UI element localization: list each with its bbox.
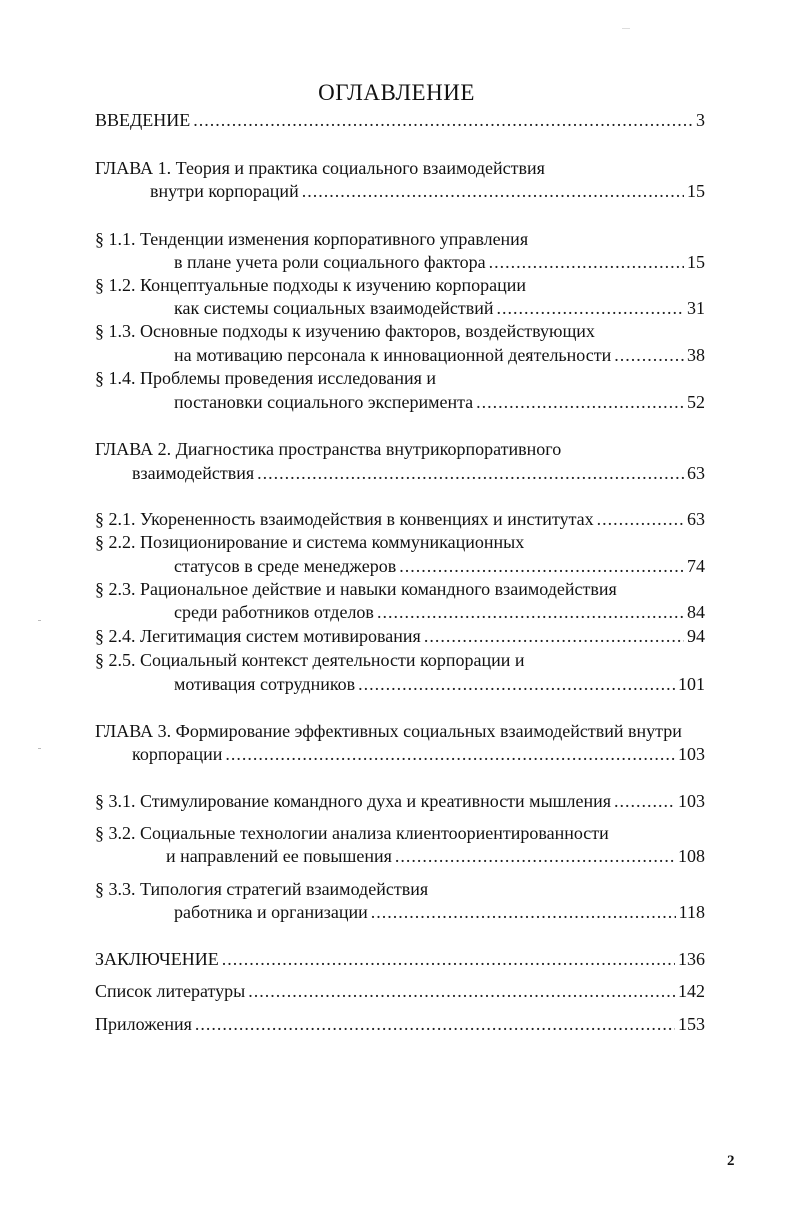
toc-entry-section-3-3[interactable] <box>174 901 705 923</box>
entry-label: работника и организации <box>174 902 368 922</box>
leader-dots <box>399 555 684 577</box>
toc-entry-references[interactable] <box>95 980 705 1002</box>
leader-dots <box>358 673 675 695</box>
entry-label: постановки социального эксперимента <box>174 392 474 412</box>
entry-label: ЗАКЛЮЧЕНИЕ <box>95 949 219 969</box>
entry-page: 15 <box>687 252 705 272</box>
entry-label: как системы социальных взаимодействий <box>174 298 494 318</box>
toc-title: ОГЛАВЛЕНИЕ <box>318 80 475 105</box>
toc-entry-section-3-1[interactable] <box>95 790 705 812</box>
chapter-3-title[interactable]: ГЛАВА 3. Формирование эффективных социальных взаимодействий внутри <box>95 721 682 741</box>
entry-label: Приложения <box>95 1014 192 1034</box>
toc-entry-section-1-1[interactable] <box>174 251 705 273</box>
leader-dots <box>193 109 693 131</box>
toc-entry-appendix[interactable] <box>95 1013 705 1035</box>
toc-entry-chapter-3[interactable] <box>132 743 705 765</box>
entry-page: 108 <box>678 846 705 866</box>
leader-dots <box>377 601 684 623</box>
entry-label: внутри корпораций <box>150 181 299 201</box>
leader-dots <box>597 508 684 530</box>
toc-entry-section-1-4[interactable] <box>174 391 705 413</box>
entry-label: в плане учета роли социального фактора <box>174 252 486 272</box>
entry-label: ВВЕДЕНИЕ <box>95 110 191 130</box>
scan-speck <box>622 28 630 29</box>
section-1-3-title[interactable]: § 1.3. Основные подходы к изучению факторов, воздействующих <box>95 321 595 341</box>
leader-dots <box>225 743 675 765</box>
entry-label: § 2.1. Укорененность взаимодействия в конвенциях и институтах <box>95 509 594 529</box>
section-1-4-title[interactable]: § 1.4. Проблемы проведения исследования и <box>95 368 437 388</box>
toc-entry-chapter-2[interactable] <box>132 462 705 484</box>
leader-dots <box>302 180 684 202</box>
entry-page: 63 <box>687 509 705 529</box>
entry-page: 52 <box>687 392 705 412</box>
section-3-2-title[interactable]: § 3.2. Социальные технологии анализа клиентоориентированности <box>95 823 609 843</box>
entry-page: 84 <box>687 602 705 622</box>
leader-dots <box>489 251 684 273</box>
entry-label: статусов в среде менеджеров <box>174 556 397 576</box>
toc-entry-section-2-3[interactable] <box>174 601 705 623</box>
entry-label: Список литературы <box>95 981 246 1001</box>
entry-label: § 3.1. Стимулирование командного духа и креативности мышления <box>95 791 612 811</box>
entry-page: 94 <box>687 626 705 646</box>
entry-page: 15 <box>687 181 705 201</box>
entry-label: и направлений ее повышения <box>166 846 392 866</box>
toc-entry-section-1-2[interactable] <box>174 297 705 319</box>
entry-label: мотивация сотрудников <box>174 674 356 694</box>
entry-page: 31 <box>687 298 705 318</box>
leader-dots <box>257 462 684 484</box>
leader-dots <box>424 625 684 647</box>
leader-dots <box>222 948 675 970</box>
page-number: 2 <box>727 1153 735 1169</box>
toc-entry-section-3-2[interactable] <box>166 845 705 867</box>
scan-speck <box>38 620 41 621</box>
entry-label: взаимодействия <box>132 463 255 483</box>
entry-label: § 2.4. Легитимация систем мотивирования <box>95 626 421 646</box>
leader-dots <box>248 980 675 1002</box>
chapter-1-title[interactable]: ГЛАВА 1. Теория и практика социального взаимодействия <box>95 158 545 178</box>
section-2-5-title[interactable]: § 2.5. Социальный контекст деятельности корпорации и <box>95 650 525 670</box>
entry-page: 101 <box>678 674 705 694</box>
entry-page: 153 <box>678 1014 705 1034</box>
section-2-2-title[interactable]: § 2.2. Позиционирование и система коммуникационных <box>95 532 525 552</box>
entry-page: 74 <box>687 556 705 576</box>
section-1-2-title[interactable]: § 1.2. Концептуальные подходы к изучению корпорации <box>95 275 526 295</box>
entry-page: 142 <box>678 981 705 1001</box>
toc-entry-section-2-5[interactable] <box>174 673 705 695</box>
entry-label: среди работников отделов <box>174 602 374 622</box>
entry-page: 103 <box>678 744 705 764</box>
toc-entry-section-2-2[interactable] <box>174 555 705 577</box>
entry-page: 136 <box>678 949 705 969</box>
toc-entry-intro[interactable] <box>95 109 705 131</box>
leader-dots <box>476 391 684 413</box>
leader-dots <box>496 297 684 319</box>
chapter-2-title[interactable]: ГЛАВА 2. Диагностика пространства внутрикорпоративного <box>95 439 562 459</box>
section-1-1-title[interactable]: § 1.1. Тенденции изменения корпоративного управления <box>95 229 529 249</box>
section-2-3-title[interactable]: § 2.3. Рациональное действие и навыки командного взаимодействия <box>95 579 617 599</box>
section-3-3-title[interactable]: § 3.3. Типология стратегий взаимодействия <box>95 879 429 899</box>
entry-page: 103 <box>678 791 705 811</box>
scan-speck <box>38 748 41 749</box>
leader-dots <box>614 790 675 812</box>
toc-entry-section-1-3[interactable] <box>174 344 705 366</box>
entry-page: 38 <box>687 345 705 365</box>
leader-dots <box>614 344 684 366</box>
toc-entry-section-2-1[interactable] <box>95 508 705 530</box>
entry-page: 118 <box>678 902 705 922</box>
leader-dots <box>371 901 676 923</box>
toc-entry-chapter-1[interactable] <box>150 180 705 202</box>
entry-label: на мотивацию персонала к инновационной деятельности <box>174 345 612 365</box>
toc-entry-section-2-4[interactable] <box>95 625 705 647</box>
leader-dots <box>195 1013 675 1035</box>
entry-page: 63 <box>687 463 705 483</box>
toc-entry-conclusion[interactable] <box>95 948 705 970</box>
entry-page: 3 <box>696 110 705 130</box>
entry-label: корпорации <box>132 744 223 764</box>
leader-dots <box>395 845 675 867</box>
